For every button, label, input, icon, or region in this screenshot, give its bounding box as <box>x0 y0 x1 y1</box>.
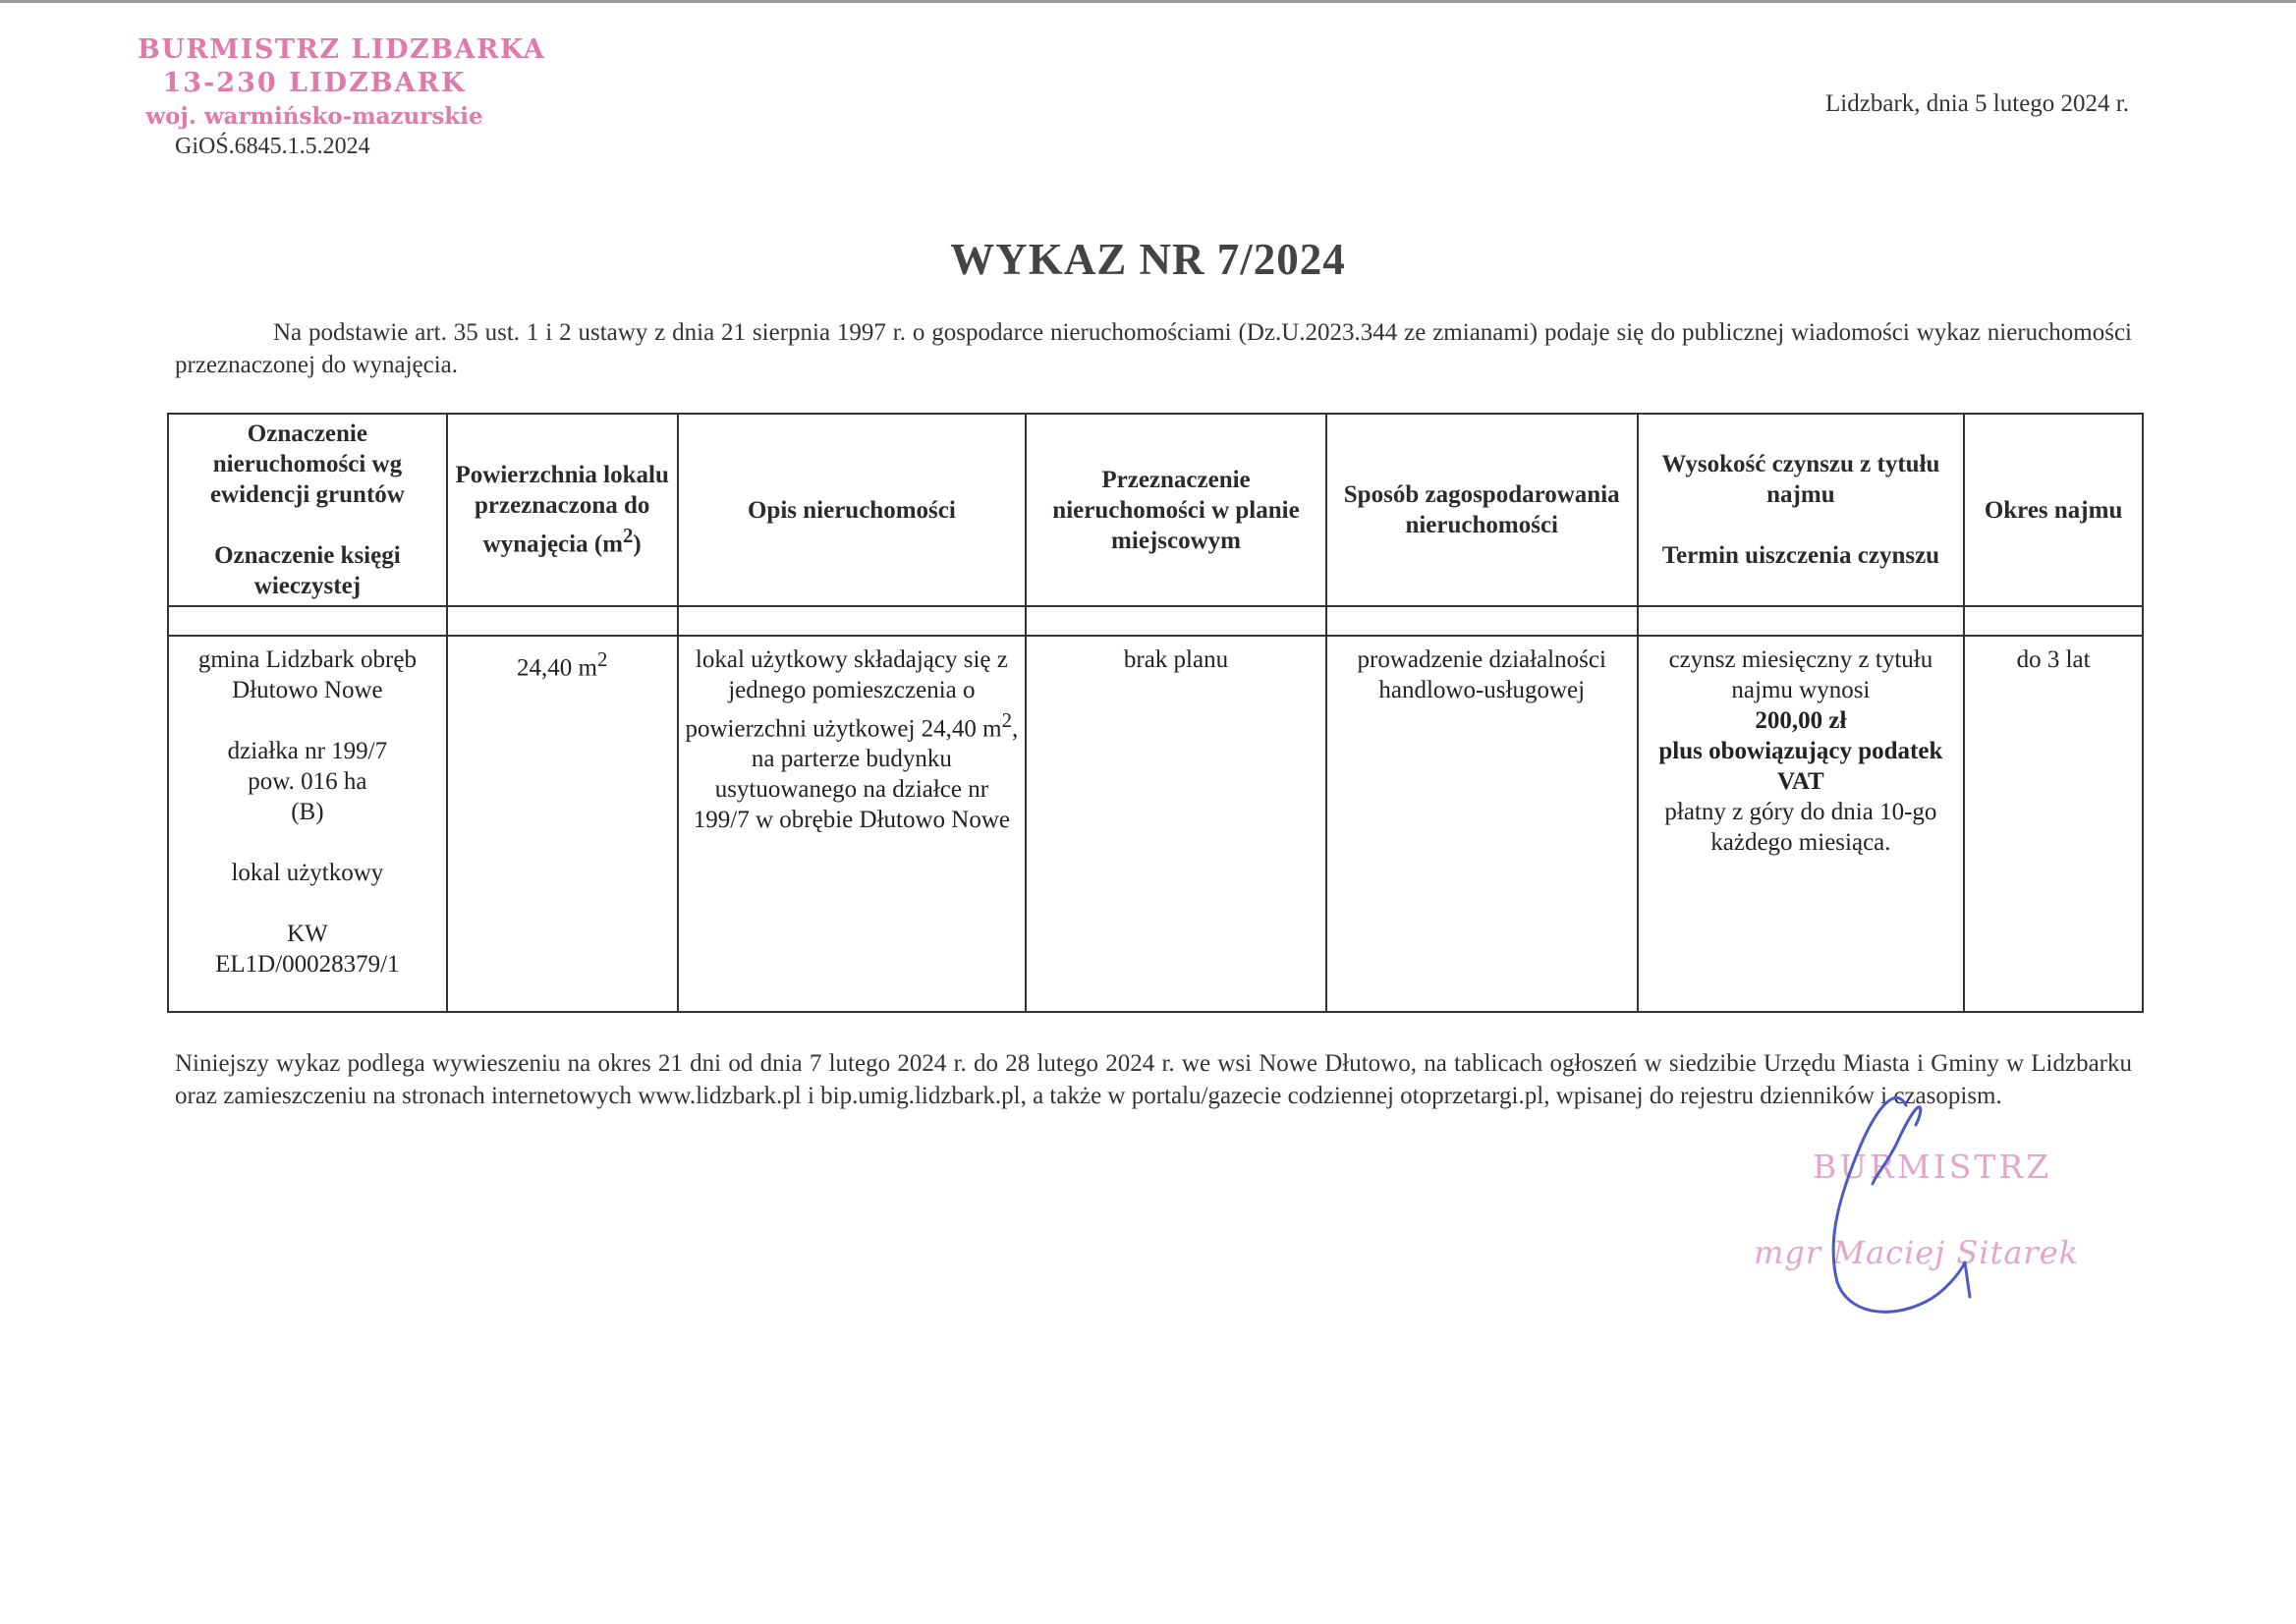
property-table <box>167 413 2144 1013</box>
cell-description: lokal użytkowy składający się z jednego pomieszczenia o powierzchni użytkowej 24,40 $m^2$, na parterze budynku usytuowanego na działce nr 199/7 w obrębie Dłutowo Nowe <box>678 636 1027 1012</box>
handwritten-signature <box>1778 1066 1975 1341</box>
table-header-row <box>168 414 2143 606</box>
cell-area: 24,40 $m^2$ <box>447 636 678 1012</box>
header-land-designation: Oznaczenie nieruchomości wg ewidencji gruntów Oznaczenie księgi wieczystej <box>168 414 447 606</box>
signature-stamp-name: mgr Maciej Sitarek <box>1754 1234 2080 1271</box>
header-zoning-plan: Przeznaczenie nieruchomości w planie miejscowym <box>1026 414 1326 606</box>
header-lease-period: Okres najmu <box>1964 414 2143 606</box>
cell-rent: czynsz miesięczny z tytułu najmu wynosi 200,00 zł plus obowiązujący podatek VAT płatny z góry do dnia 10-go każdego miesiąca. <box>1638 636 1965 1012</box>
signature-stamp-title: BURMISTRZ <box>1813 1148 2052 1186</box>
office-stamp <box>138 33 546 134</box>
document-reference: GiOŚ.6845.1.5.2024 <box>175 134 370 159</box>
header-area: Powierzchnia lokalu przeznaczona do wynajęcia $(m^2)$ <box>447 414 678 606</box>
stamp-line-3: woj. warmińsko-mazurskie <box>145 103 483 130</box>
header-rent: Wysokość czynszu z tytułu najmu Termin uiszczenia czynszu <box>1638 414 1965 606</box>
stamp-line-2: 13-230 LIDZBARK <box>162 68 467 98</box>
cell-zoning-plan: brak planu <box>1026 636 1326 1012</box>
cell-land-use: prowadzenie działalności handlowo-usługowej <box>1326 636 1638 1012</box>
cell-lease-period: do 3 lat <box>1964 636 2143 1012</box>
stamp-line-1: BURMISTRZ LIDZBARKA <box>138 34 546 65</box>
document-title: WYKAZ NR 7/2024 <box>950 235 1346 284</box>
intro-paragraph: Na podstawie art. 35 ust. 1 i 2 ustawy z dnia 21 sierpnia 1997 r. o gospodarce nieruchomościami (Dz.U.2023.344 ze zmianami) podaje się do publicznej wiadomości wykaz nieruchomości przeznaczonej do wynajęcia. <box>175 319 2132 378</box>
top-scan-edge <box>0 0 2296 3</box>
table-row <box>168 636 2143 1012</box>
table-spacer-row <box>168 606 2143 636</box>
header-description: Opis nieruchomości <box>678 414 1027 606</box>
document-date: Lidzbark, dnia 5 lutego 2024 r. <box>1825 90 2129 117</box>
cell-land-designation: gmina Lidzbark obręb Dłutowo Nowe działka nr 199/7 pow. 016 ha (B) lokal użytkowy KW EL1D/00028379/1 <box>168 636 447 1012</box>
header-land-use: Sposób zagospodarowania nieruchomości <box>1326 414 1638 606</box>
closing-paragraph: Niniejszy wykaz podlega wywieszeniu na okres 21 dni od dnia 7 lutego 2024 r. do 28 lutego 2024 r. we wsi Nowe Dłutowo, na tablicach ogłoszeń w siedzibie Urzędu Miasta i Gminy w Lidzbarku oraz zamieszczeniu na stronach internetowych www.lidzbark.pl i bip.umig.lidzbark.pl, a także w portalu/gazecie codziennej otoprzetargi.pl, wpisanej do rejestru dzienników i czasopism. <box>175 1050 2132 1109</box>
